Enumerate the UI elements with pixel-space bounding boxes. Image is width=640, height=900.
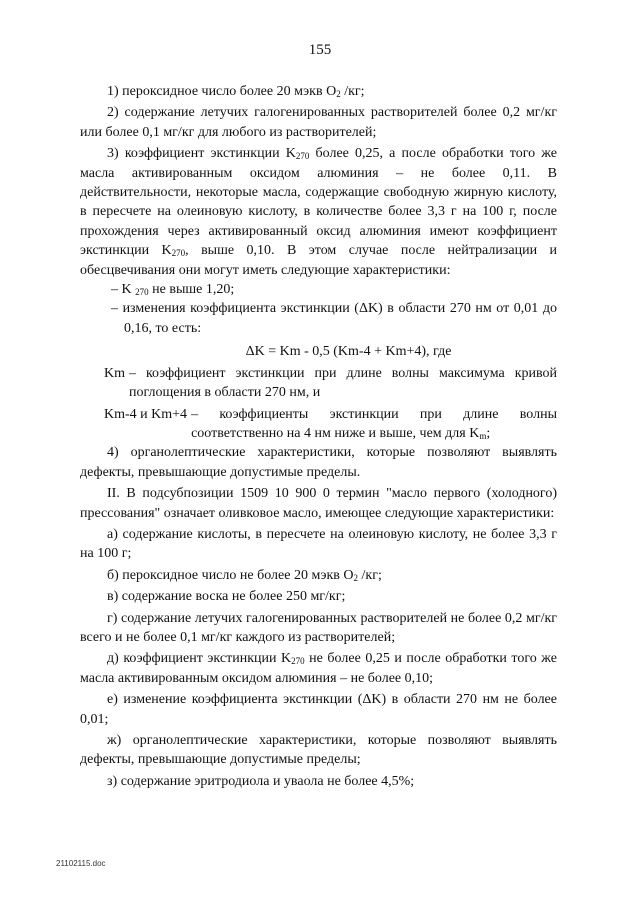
- paragraph-1: 1) пероксидное число более 20 мэкв $O_2$ /кг;: [107, 84, 365, 99]
- item-b: б) пероксидное число не более 20 мэкв $O_2$ /кг;: [107, 567, 382, 583]
- paragraph-4: 4) органолептические характеристики, которые позволяют выявлять дефекты, превышающие допустимые пределы.: [80, 445, 557, 480]
- paragraph-5: II. В подсубпозиции 1509 10 900 0 термин "масло первого (холодного) прессования" означает оливковое масло, имеющее следующие характеристики:: [80, 486, 557, 521]
- item-e: е) изменение коэффициента экстинкции (ΔK) в области 270 нм не более 0,01;: [80, 692, 557, 727]
- footer-filename: 21102115.doc: [56, 859, 106, 868]
- item-z: з) содержание эритродиола и уваола не более 4,5%;: [107, 773, 415, 789]
- paragraph-2: 2) содержание летучих галогенированных растворителей более 0,2 мг/кг или более 0,1 мг/кг для любого из растворителей;: [80, 105, 557, 140]
- definition-km: [80, 364, 557, 403]
- definition-text: – коэффициенты экстинкции при длине волны соответственно на 4 нм ниже и выше, чем для $K_m$;: [191, 406, 557, 441]
- definition-term: Km: [104, 365, 125, 381]
- definition-text: – коэффициент экстинкции при длине волны максимума кривой поглощения в области 270 нм, и: [129, 365, 557, 401]
- dash-item-2: – изменения коэффициента экстинкции (ΔK) в области 270 нм от 0,01 до 0,16, то есть:: [111, 301, 557, 336]
- formula: ΔK = Km - 0,5 (Km-4 + Km+4), где: [245, 344, 452, 360]
- paragraph-3: 3) коэффициент экстинкции $K_{270}$ более 0,25, а после обработки того же масла активированным оксидом алюминия – не более 0,11. В действительности, некоторые масла, содержащие свободную жирную кислоту, в пересчете на олеиновую кислоту, в количестве более 3,3 г на 100 г, после прохождения через активированный оксид алюминия имеют коэффициент экстинкции $K_{270}$, выше 0,10. В этом случае после нейтрализации и обесцвечивания они могут иметь следующие характеристики:: [80, 146, 558, 278]
- document-body: [80, 82, 557, 793]
- item-d: д) коэффициент экстинкции $K_{270}$ не более 0,25 и после обработки того же масла активированным оксидом алюминия – не более 0,10;: [80, 651, 557, 686]
- item-zh: ж) органолептические характеристики, которые позволяют выявлять дефекты, превышающие допустимые пределы;: [80, 733, 557, 768]
- definition-km-pm4: [80, 405, 557, 444]
- definition-term: Km-4 и Km+4: [104, 406, 188, 422]
- item-v: в) содержание воска не более 250 мг/кг;: [107, 589, 346, 605]
- item-g: г) содержание летучих галогенированных растворителей не более 0,2 мг/кг всего и не более 0,1 мг/кг каждого из растворителей;: [80, 610, 557, 645]
- item-a: а) содержание кислоты, в пересчете на олеиновую кислоту, не более 3,3 г на 100 г;: [80, 526, 557, 562]
- page-number: 155: [308, 42, 332, 58]
- dash-item-1: – K $_{270}$ не выше 1,20;: [111, 282, 235, 298]
